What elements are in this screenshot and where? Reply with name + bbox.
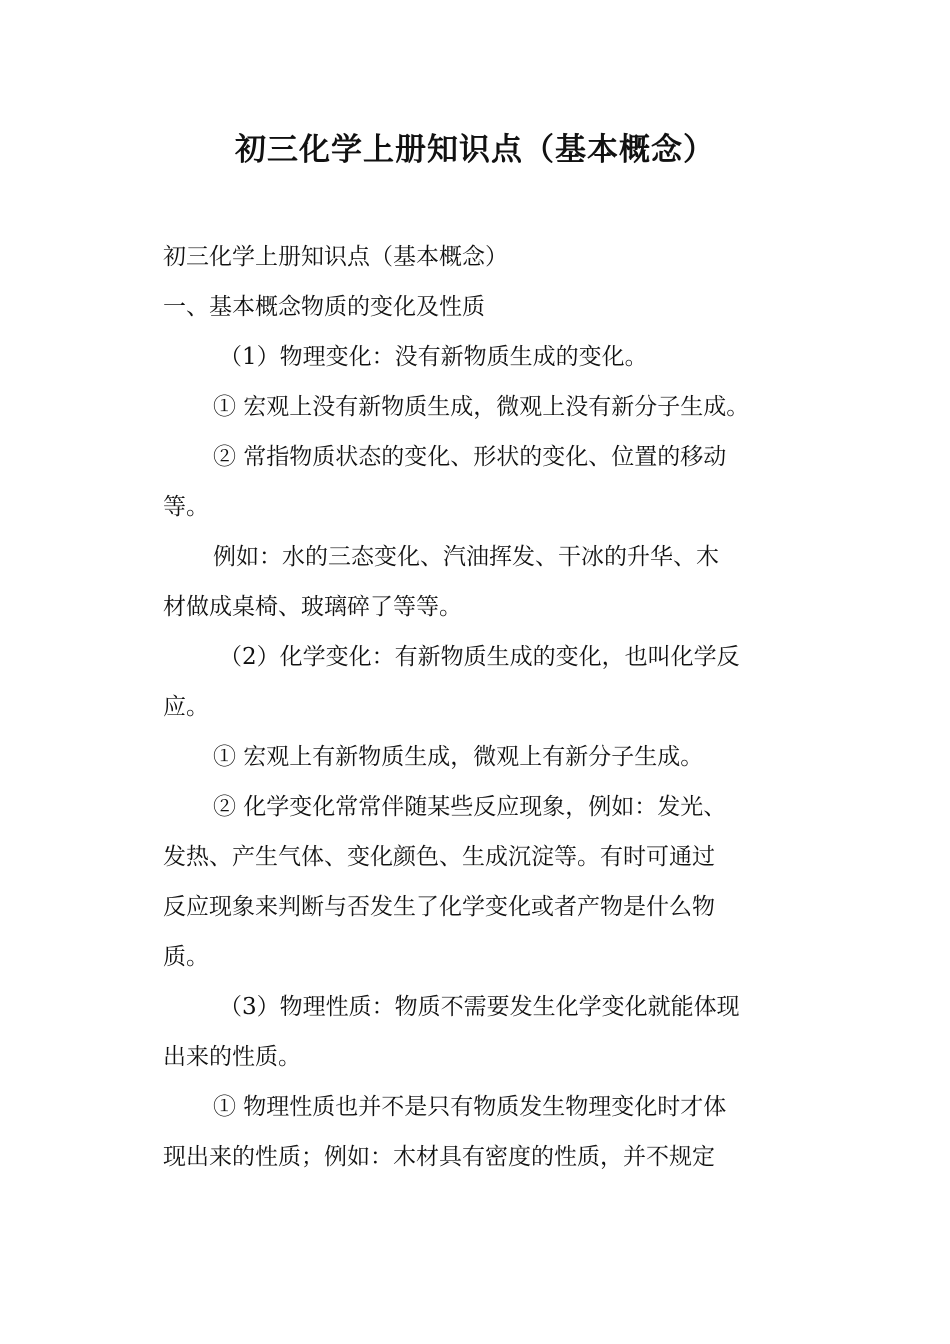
chemical-change-point-2-cont-2: 反应现象来判断与否发生了化学变化或者产物是什么物 <box>163 894 715 920</box>
item-chemical-change-cont: 应。 <box>163 694 209 720</box>
chemical-change-point-2-cont-1: 发热、产生气体、变化颜色、生成沉淀等。有时可通过 <box>163 844 715 870</box>
item-chemical-change: （2）化学变化：有新物质生成的变化，也叫化学反 <box>219 644 740 670</box>
document-title: 初三化学上册知识点（基本概念） <box>235 132 715 168</box>
physical-property-point-1-cont: 现出来的性质；例如：木材具有密度的性质，并不规定 <box>163 1144 715 1170</box>
section-heading: 一、基本概念物质的变化及性质 <box>163 294 485 320</box>
body-line-subtitle: 初三化学上册知识点（基本概念） <box>163 244 508 270</box>
chemical-change-point-2: ② 化学变化常常伴随某些反应现象，例如：发光、 <box>213 794 727 820</box>
physical-change-example-cont: 材做成桌椅、玻璃碎了等等。 <box>163 594 462 620</box>
physical-change-point-1: ① 宏观上没有新物质生成，微观上没有新分子生成。 <box>213 394 750 420</box>
chemical-change-point-1: ① 宏观上有新物质生成，微观上有新分子生成。 <box>213 744 704 770</box>
physical-change-point-2: ② 常指物质状态的变化、形状的变化、位置的移动 <box>213 444 727 470</box>
physical-property-point-1: ① 物理性质也并不是只有物质发生物理变化时才体 <box>213 1094 727 1120</box>
document-body <box>163 232 803 1182</box>
item-physical-property: （3）物理性质：物质不需要发生化学变化就能体现 <box>219 994 740 1020</box>
item-physical-change: （1）物理变化：没有新物质生成的变化。 <box>219 344 648 370</box>
physical-change-example: 例如：水的三态变化、汽油挥发、干冰的升华、木 <box>213 544 719 570</box>
physical-change-point-2-cont: 等。 <box>163 494 209 520</box>
chemical-change-point-2-cont-3: 质。 <box>163 944 209 970</box>
item-physical-property-cont: 出来的性质。 <box>163 1044 301 1070</box>
